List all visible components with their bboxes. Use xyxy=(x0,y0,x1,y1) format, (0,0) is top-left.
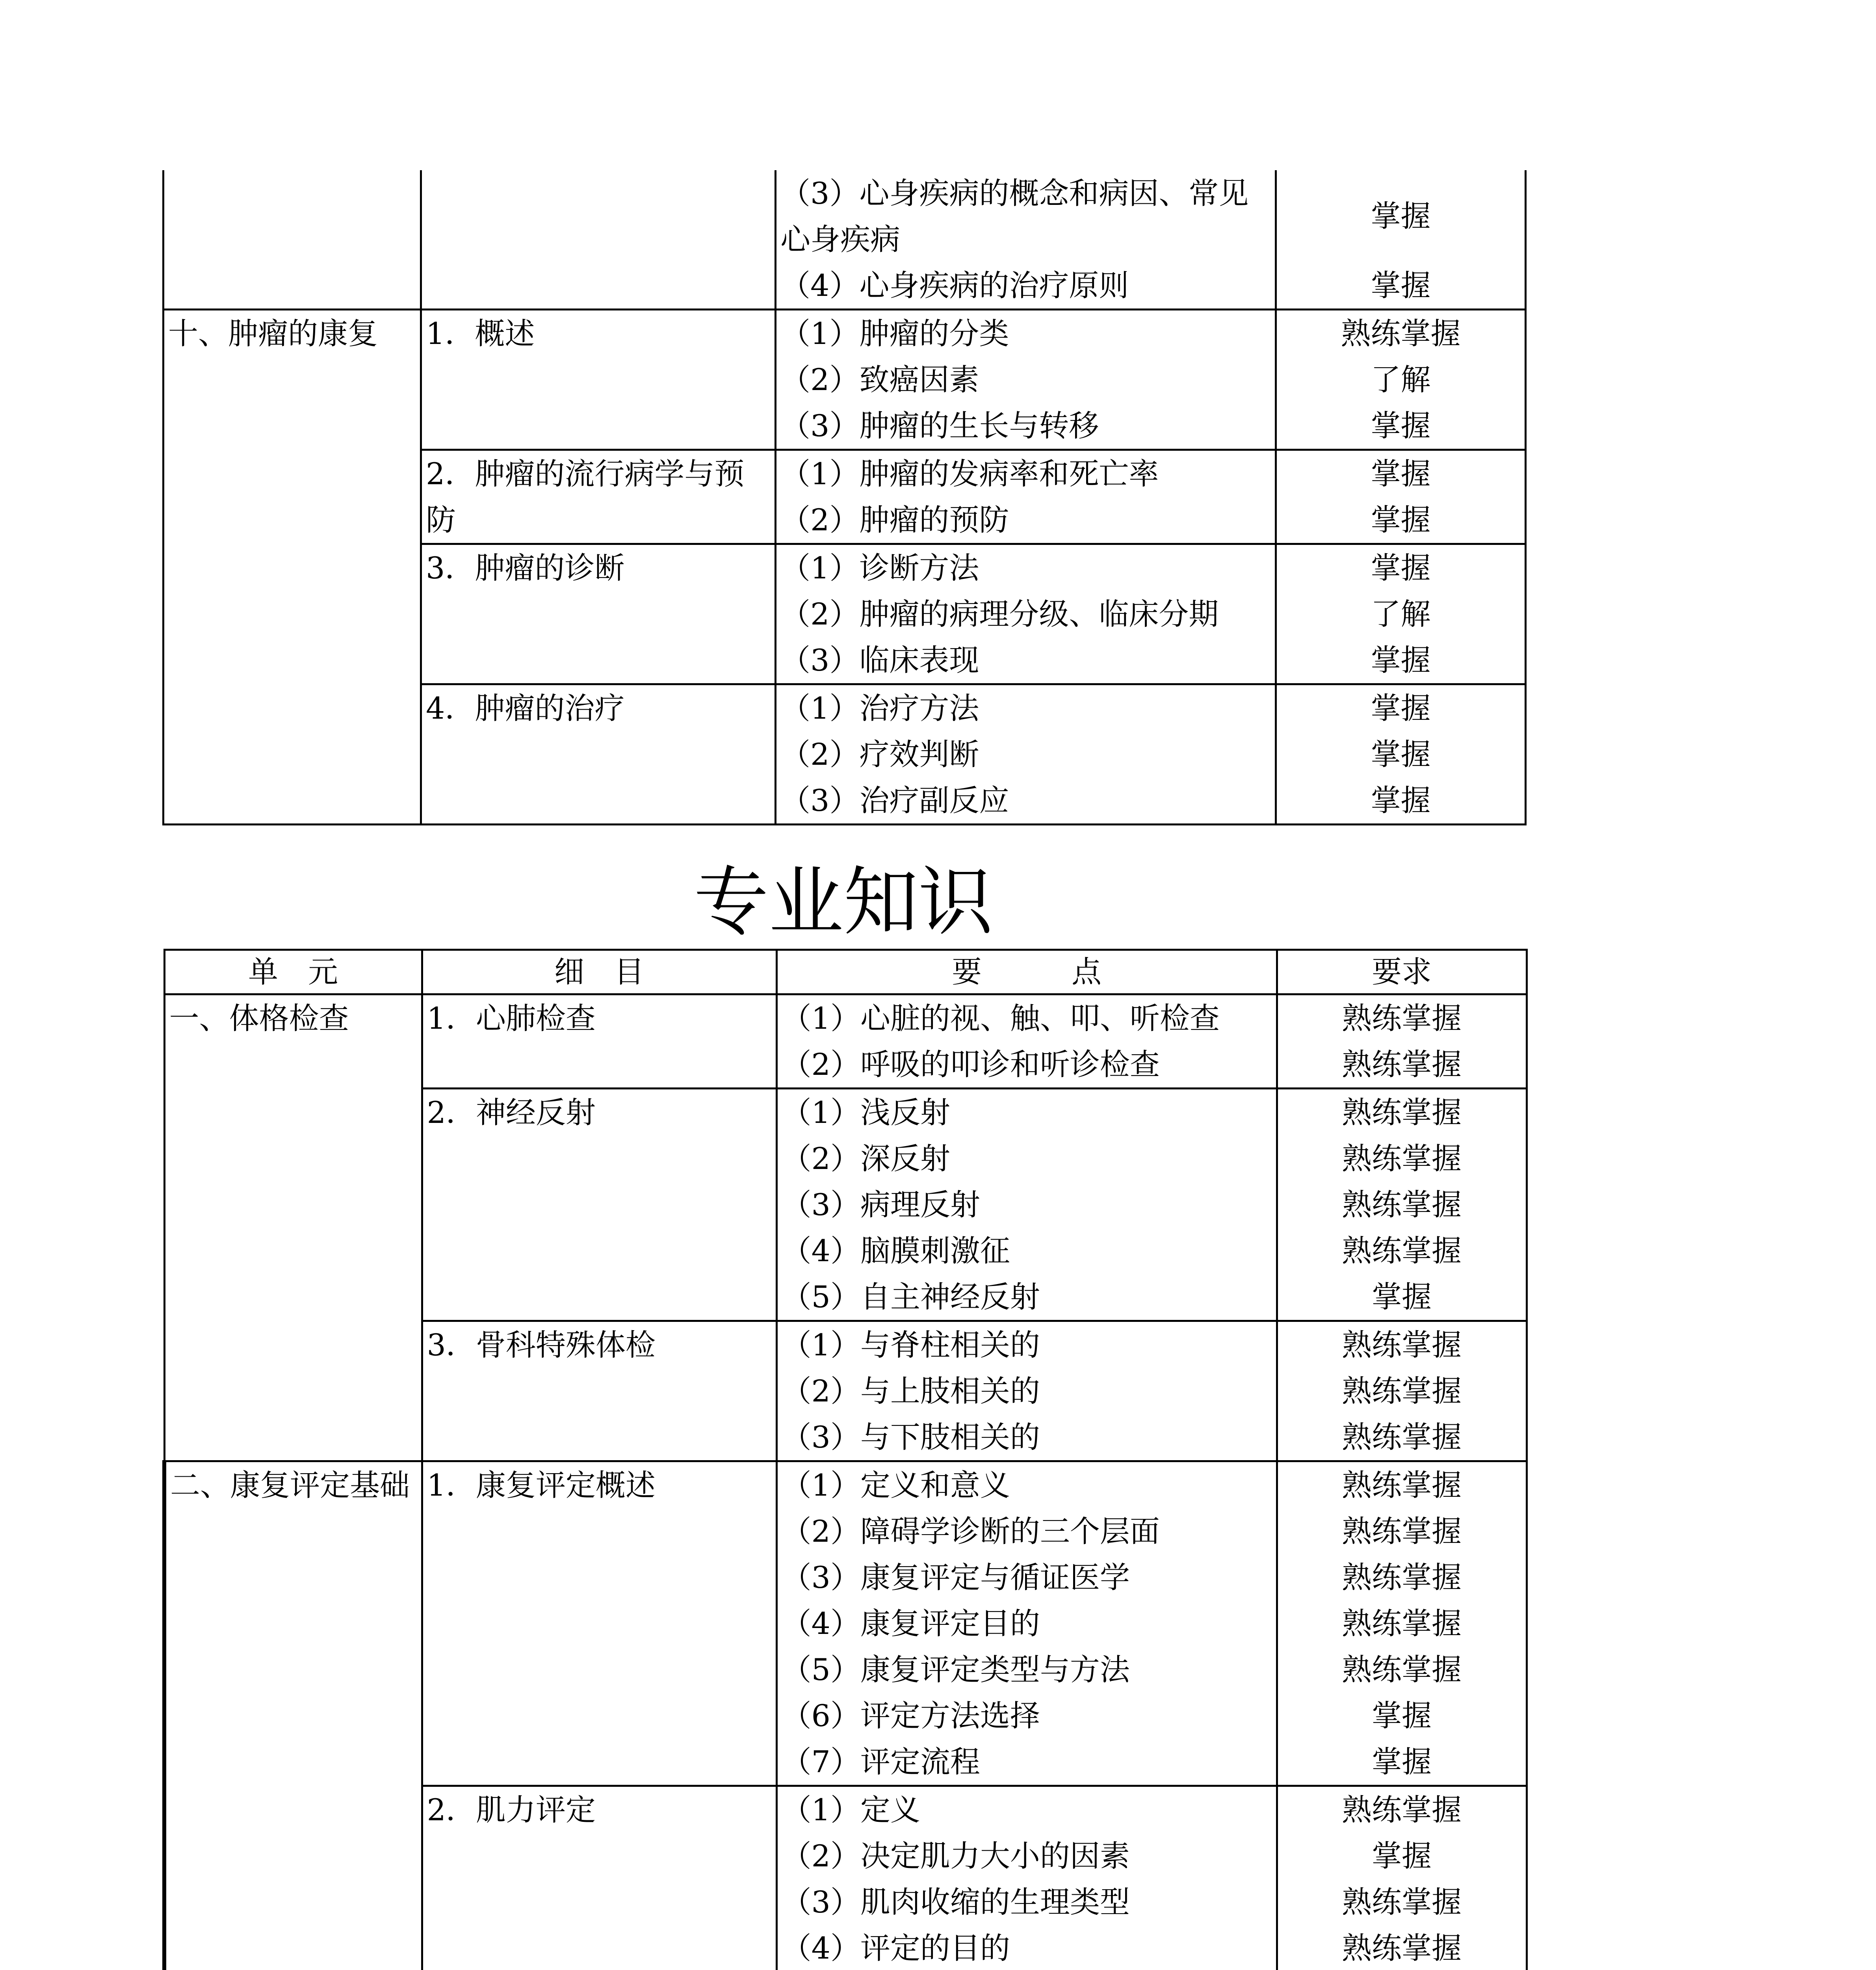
item-cell xyxy=(421,684,776,825)
point-text: （5）自主神经反射 xyxy=(781,1279,1040,1314)
req-cell xyxy=(1276,310,1526,450)
unit-text: 十、肿瘤的康复 xyxy=(168,316,378,351)
item-cell xyxy=(421,544,776,684)
req-cell xyxy=(1276,450,1526,544)
item-text: 3．肿瘤的诊断 xyxy=(426,550,625,585)
point-text: （2）决定肌力大小的因素 xyxy=(781,1838,1130,1873)
req-text: 掌握 xyxy=(1371,268,1431,303)
point-text: （3）与下肢相关的 xyxy=(781,1420,1040,1455)
item-text: 1．康复评定概述 xyxy=(427,1468,656,1503)
item-cell xyxy=(422,1786,776,1970)
top-syllabus-table xyxy=(162,170,1527,825)
item-text: 1．概述 xyxy=(426,316,535,351)
points-cell xyxy=(776,1461,1277,1786)
points-cell xyxy=(776,994,1277,1089)
point-text: （1）定义 xyxy=(781,1792,920,1827)
req-text: 掌握 xyxy=(1372,1279,1432,1314)
req-text: 熟练掌握 xyxy=(1342,1652,1462,1687)
points-cell xyxy=(776,1786,1277,1970)
points-cell xyxy=(776,544,1276,684)
req-text: 掌握 xyxy=(1372,1838,1432,1873)
table-row xyxy=(163,170,1526,310)
req-cell xyxy=(1276,544,1526,684)
item-cell xyxy=(421,170,776,310)
req-cell xyxy=(1277,1089,1527,1321)
item-cell xyxy=(422,1321,776,1461)
point-text: （5）康复评定类型与方法 xyxy=(781,1652,1130,1687)
points-cell xyxy=(776,170,1276,310)
header-points: 要 点 xyxy=(776,950,1277,994)
item-text: 2．神经反射 xyxy=(427,1095,596,1130)
req-text: 熟练掌握 xyxy=(1342,1931,1462,1966)
req-text: 熟练掌握 xyxy=(1342,1187,1462,1222)
points-cell xyxy=(776,450,1276,544)
section-title: 专业知识 xyxy=(693,859,993,946)
point-text: （2）与上肢相关的 xyxy=(781,1373,1040,1409)
req-text: 熟练掌握 xyxy=(1341,316,1461,351)
req-text: 掌握 xyxy=(1371,199,1431,234)
req-cell xyxy=(1276,684,1526,825)
item-text: 2．肿瘤的流行病学与预防 xyxy=(426,456,745,537)
header-item: 细 目 xyxy=(422,950,776,994)
req-text: 了解 xyxy=(1371,362,1431,397)
req-text: 掌握 xyxy=(1371,643,1431,678)
unit-cell xyxy=(163,310,421,825)
req-text: 熟练掌握 xyxy=(1342,1233,1462,1268)
req-text: 掌握 xyxy=(1372,1698,1432,1733)
req-text: 掌握 xyxy=(1371,456,1431,491)
item-text: 3．骨科特殊体检 xyxy=(427,1327,656,1362)
table-header-row xyxy=(164,950,1527,994)
req-text: 熟练掌握 xyxy=(1342,1792,1462,1827)
req-text: 了解 xyxy=(1371,597,1431,632)
point-text: （1）定义和意义 xyxy=(781,1468,1010,1503)
point-text: （1）心脏的视、触、叩、听检查 xyxy=(781,1001,1220,1036)
point-text: （3）心身疾病的概念和病因、常见心身疾病 xyxy=(780,176,1249,257)
point-text: （7）评定流程 xyxy=(781,1744,980,1779)
point-text: （4）评定的目的 xyxy=(781,1931,1010,1966)
point-text: （4）心身疾病的治疗原则 xyxy=(780,268,1129,303)
unit-cell xyxy=(164,1461,422,1970)
item-cell xyxy=(422,1461,776,1786)
point-text: （2）疗效判断 xyxy=(780,737,979,772)
header-requirement: 要求 xyxy=(1277,950,1527,994)
unit-cell xyxy=(163,170,421,310)
req-text: 掌握 xyxy=(1371,502,1431,537)
point-text: （2）障碍学诊断的三个层面 xyxy=(781,1514,1160,1549)
unit-cell xyxy=(164,994,422,1461)
item-cell xyxy=(421,310,776,450)
point-text: （3）康复评定与循证医学 xyxy=(781,1560,1130,1595)
req-cell xyxy=(1276,170,1526,310)
req-text: 熟练掌握 xyxy=(1342,1373,1462,1409)
req-text: 熟练掌握 xyxy=(1342,1606,1462,1641)
point-text: （3）治疗副反应 xyxy=(780,783,1009,818)
req-text: 熟练掌握 xyxy=(1342,1001,1462,1036)
item-cell xyxy=(421,450,776,544)
points-cell xyxy=(776,1089,1277,1321)
req-text: 熟练掌握 xyxy=(1342,1885,1462,1920)
req-cell xyxy=(1277,1786,1527,1970)
req-text: 熟练掌握 xyxy=(1342,1327,1462,1362)
header-unit: 单 元 xyxy=(164,950,422,994)
point-text: （2）肿瘤的病理分级、临床分期 xyxy=(780,597,1219,632)
req-text: 熟练掌握 xyxy=(1342,1560,1462,1595)
item-text: 4．肿瘤的治疗 xyxy=(426,691,625,726)
req-text: 熟练掌握 xyxy=(1342,1420,1462,1455)
point-text: （2）呼吸的叩诊和听诊检查 xyxy=(781,1047,1160,1082)
req-text: 熟练掌握 xyxy=(1342,1141,1462,1176)
point-text: （1）与脊柱相关的 xyxy=(781,1327,1040,1362)
point-text: （1）治疗方法 xyxy=(780,691,979,726)
table-row xyxy=(163,310,1526,450)
point-text: （3）临床表现 xyxy=(780,643,979,678)
req-text: 熟练掌握 xyxy=(1342,1047,1462,1082)
point-text: （3）肌肉收缩的生理类型 xyxy=(781,1885,1130,1920)
point-text: （1）诊断方法 xyxy=(780,550,979,585)
req-cell xyxy=(1277,994,1527,1089)
item-text: 1．心肺检查 xyxy=(427,1001,596,1036)
item-cell xyxy=(422,994,776,1089)
points-cell xyxy=(776,684,1276,825)
req-cell xyxy=(1277,1461,1527,1786)
point-text: （1）浅反射 xyxy=(781,1095,950,1130)
req-text: 熟练掌握 xyxy=(1342,1468,1462,1503)
unit-text: 二、康复评定基础 xyxy=(170,1468,410,1503)
req-text: 掌握 xyxy=(1372,1744,1432,1779)
points-cell xyxy=(776,310,1276,450)
points-cell xyxy=(776,1321,1277,1461)
point-text: （3）肿瘤的生长与转移 xyxy=(780,408,1099,443)
table-row xyxy=(164,994,1527,1089)
table-row xyxy=(164,1461,1527,1786)
point-text: （3）病理反射 xyxy=(781,1187,980,1222)
item-cell xyxy=(422,1089,776,1321)
point-text: （1）肿瘤的分类 xyxy=(780,316,1009,351)
point-text: （4）脑膜刺激征 xyxy=(781,1233,1010,1268)
point-text: （2）肿瘤的预防 xyxy=(780,502,1009,537)
point-text: （1）肿瘤的发病率和死亡率 xyxy=(780,456,1159,491)
req-text: 掌握 xyxy=(1371,550,1431,585)
syllabus-table xyxy=(162,949,1528,1970)
req-text: 掌握 xyxy=(1371,691,1431,726)
req-text: 掌握 xyxy=(1371,783,1431,818)
req-text: 熟练掌握 xyxy=(1342,1095,1462,1130)
req-text: 掌握 xyxy=(1371,408,1431,443)
req-cell xyxy=(1277,1321,1527,1461)
req-text: 掌握 xyxy=(1371,737,1431,772)
point-text: （6）评定方法选择 xyxy=(781,1698,1040,1733)
unit-text: 一、体格检查 xyxy=(169,1001,349,1036)
point-text: （2）致癌因素 xyxy=(780,362,979,397)
point-text: （2）深反射 xyxy=(781,1141,950,1176)
item-text: 2．肌力评定 xyxy=(427,1792,596,1827)
req-text: 熟练掌握 xyxy=(1342,1514,1462,1549)
point-text: （4）康复评定目的 xyxy=(781,1606,1040,1641)
